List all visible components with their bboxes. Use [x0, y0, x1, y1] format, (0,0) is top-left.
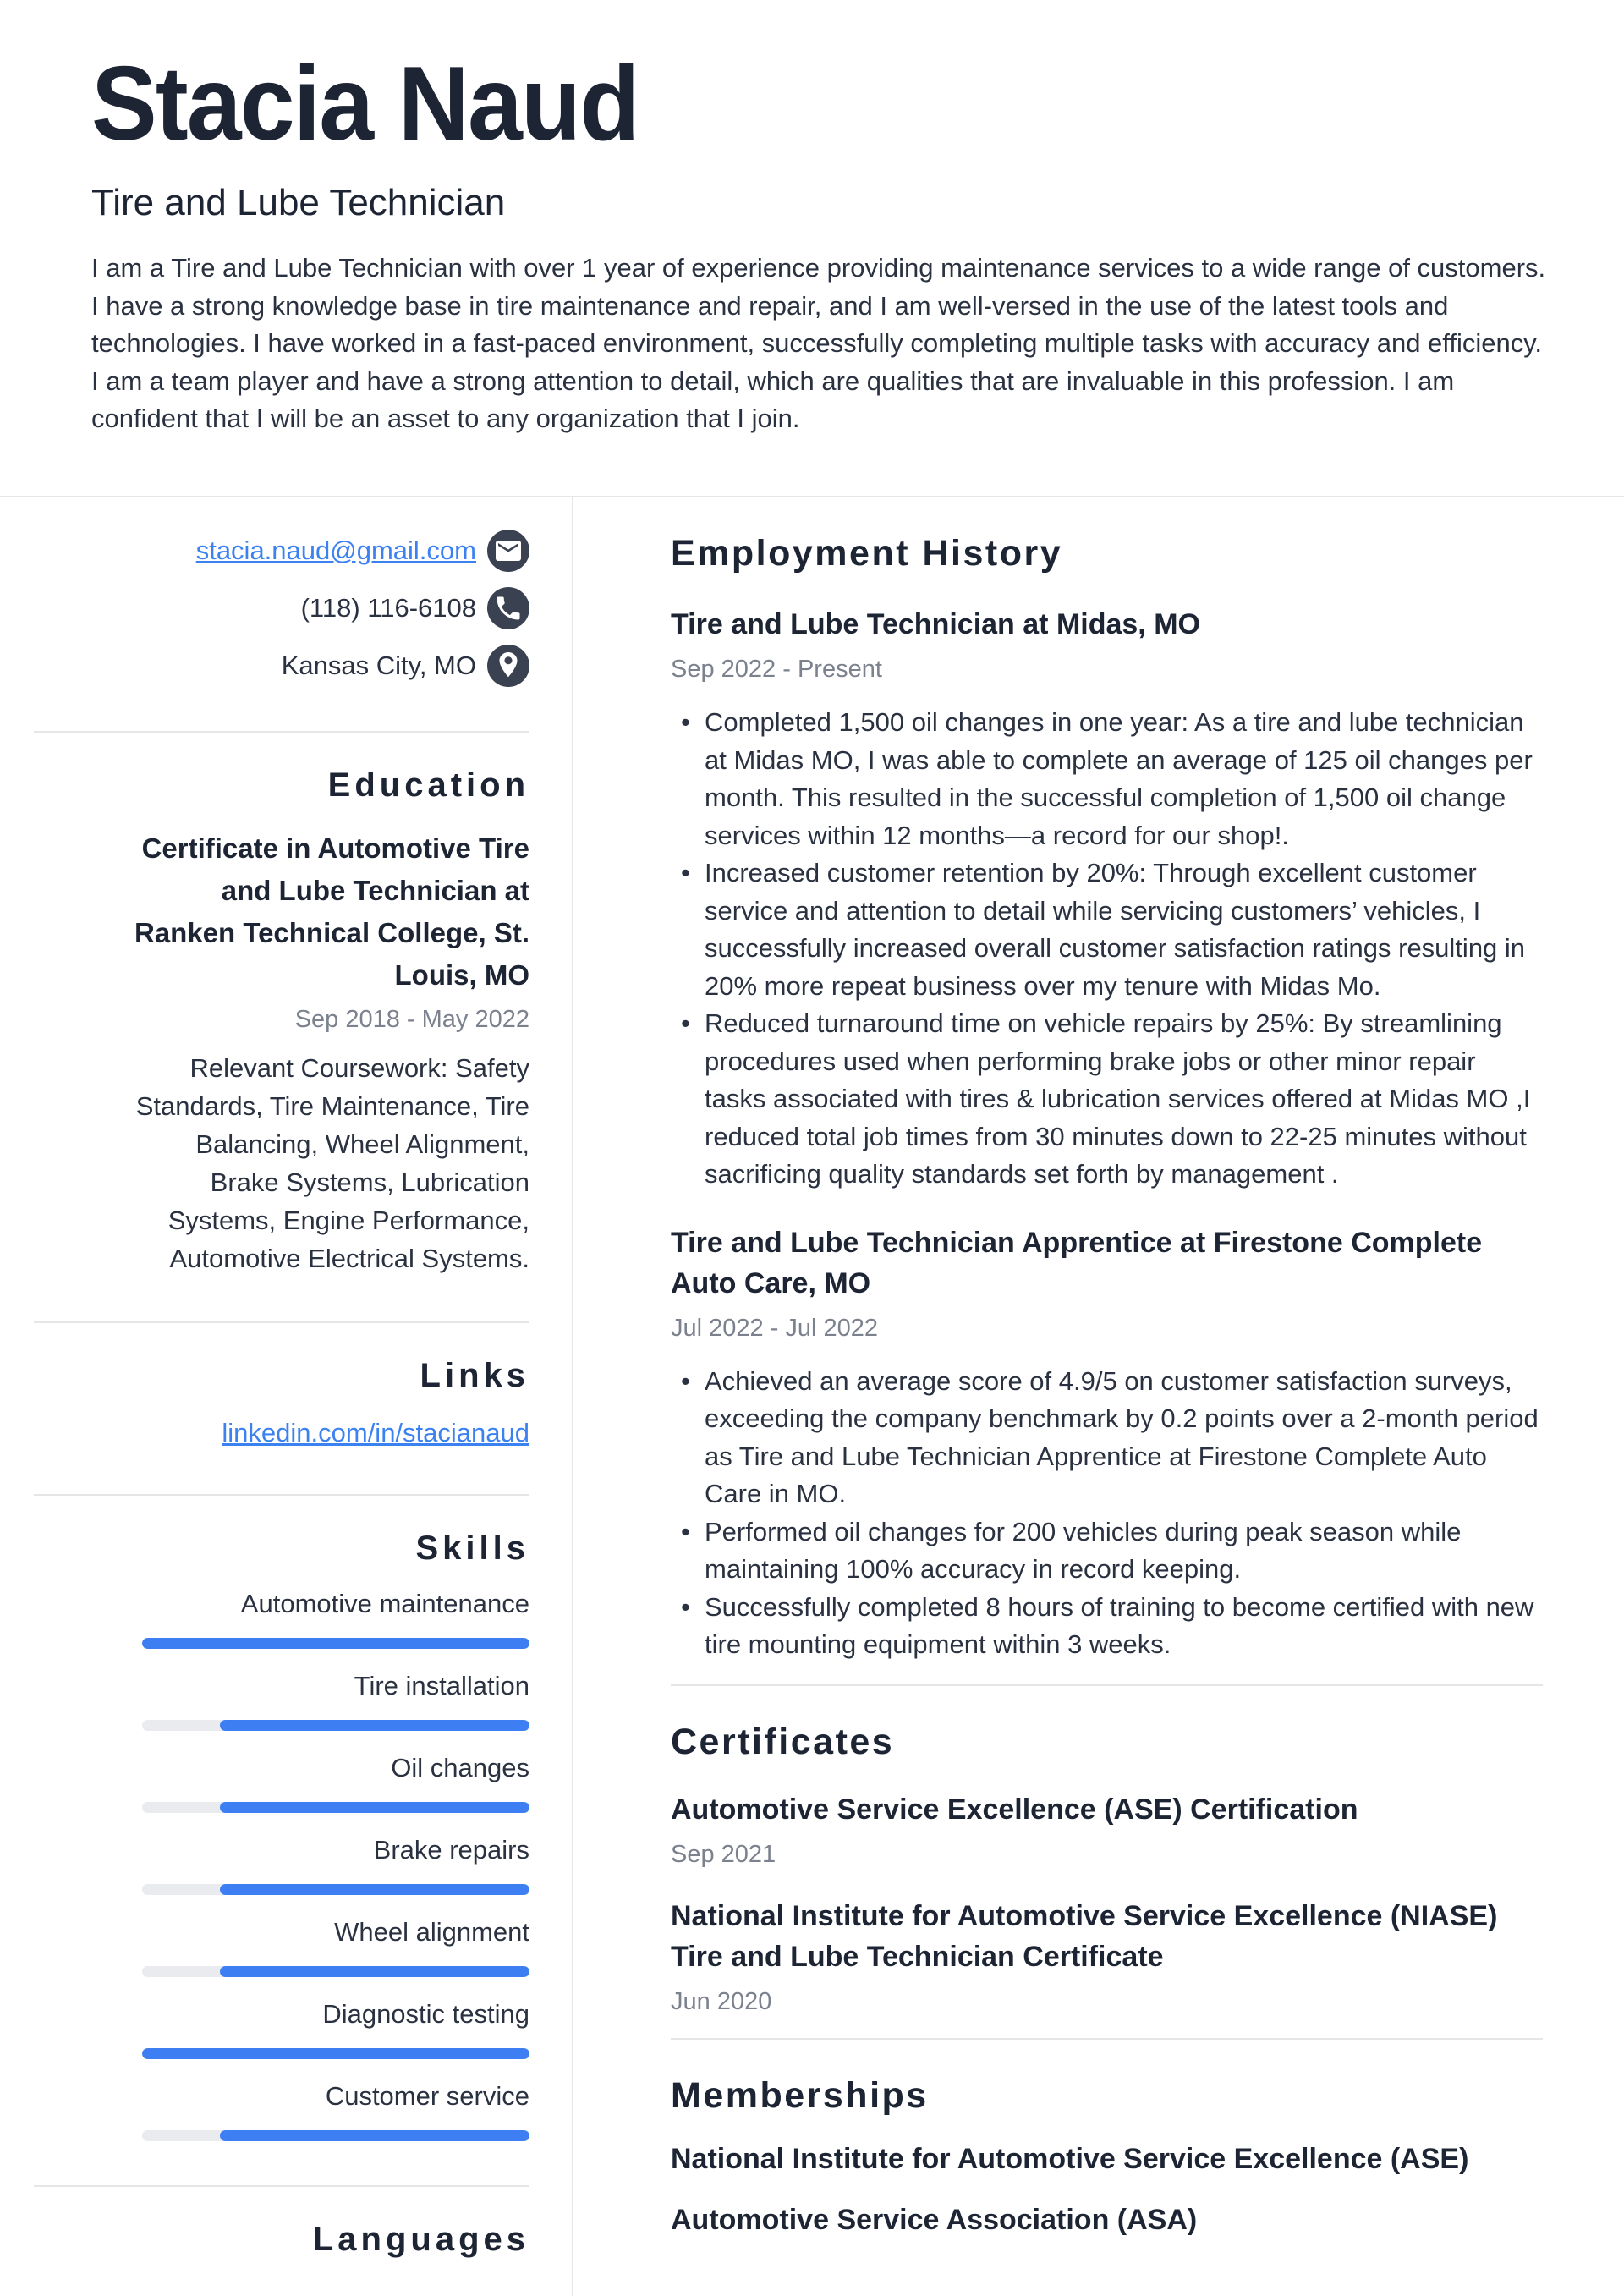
- employment-section: [671, 497, 1543, 1684]
- employment-heading: Employment History: [671, 533, 1063, 574]
- skill-progress-fill: [220, 1802, 529, 1813]
- skill-label: Diagnostic testing: [322, 1999, 529, 2029]
- certificate-entry: [671, 1789, 1543, 1870]
- skill-progress-track: [142, 1720, 529, 1731]
- skill-progress-fill: [142, 2048, 529, 2059]
- content-body: [0, 496, 1624, 2296]
- contact-row-phone: [34, 587, 529, 629]
- skill-item: [34, 1999, 529, 2059]
- skill-progress-track: [142, 2130, 529, 2141]
- linkedin-link[interactable]: linkedin.com/in/stacianaud: [222, 1418, 529, 1447]
- job-bullet: • Completed 1,500 oil changes in one year: As a tire and lube technician at Midas MO, I was able to complete an average of 125 oil changes per month. This resulted in the successful completion of 1,500 oil change services within 12 months—a record for our shop!.: [671, 704, 1543, 854]
- links-heading: Links: [420, 1357, 529, 1394]
- skill-item: [34, 1671, 529, 1731]
- location-text: Kansas City, MO: [281, 651, 476, 680]
- skill-item: [34, 1835, 529, 1895]
- skill-progress-track: [142, 2048, 529, 2059]
- job-bullet: • Reduced turnaround time on vehicle repairs by 25%: By streamlining procedures used when performing brake jobs or other minor repair tasks associated with tires & lubrication services offered at Midas MO ,I reduced total job times from 30 minutes down to 22-25 minutes without sacrificing quality standards set forth by management .: [671, 1005, 1543, 1194]
- skill-progress-track: [142, 1884, 529, 1895]
- skill-label: Wheel alignment: [334, 1917, 529, 1947]
- skills-list: [34, 1589, 529, 2141]
- education-coursework: Relevant Coursework: Safety Standards, Tire Maintenance, Tire Balancing, Wheel Alignment, Brake Systems, Lubrication Systems, Engine Performance, Automotive Electrical Systems.: [135, 1053, 529, 1273]
- contact-row-location: [34, 645, 529, 687]
- skills-section: [34, 1494, 529, 2185]
- skill-item: [34, 2081, 529, 2141]
- certificates-section: [671, 1684, 1543, 2038]
- contact-section: [34, 497, 529, 731]
- skill-progress-fill: [220, 1884, 529, 1895]
- skill-item: [34, 1917, 529, 1977]
- job-title: Tire and Lube Technician Apprentice at Firestone Complete Auto Care, MO: [671, 1226, 1483, 1299]
- memberships-section: [671, 2038, 1543, 2260]
- job-dates: Sep 2022 - Present: [671, 656, 882, 683]
- skill-progress-fill: [142, 1638, 529, 1649]
- certificate-entry: [671, 1896, 1543, 2018]
- jobs-list: [671, 604, 1543, 1664]
- profile-summary: I am a Tire and Lube Technician with over 1 year of experience providing maintenance services to a wide range of customers. I have a strong knowledge base in tire maintenance and repair, and I am well-versed in the use of the latest tools and technologies. I have worked in a fast-paced environment, successfully completing multiple tasks with accuracy and efficiency. I am a team player and have a strong attention to detail, which are qualities that are invaluable in this profession. I am confident that I will be an asset to any organization that I join.: [91, 253, 1546, 434]
- location-pin-icon: [487, 645, 529, 687]
- membership-entry: National Institute for Automotive Service Excellence (ASE): [671, 2142, 1469, 2175]
- skill-progress-fill: [220, 1720, 529, 1731]
- contact-row-email: [34, 530, 529, 572]
- job-bullet: • Achieved an average score of 4.9/5 on customer satisfaction surveys, exceeding the company benchmark by 0.2 points over a 2-month period as Tire and Lube Technician Apprentice at Firestone Complete Auto Care in MO.: [671, 1363, 1543, 1513]
- phone-number: (118) 116-6108: [300, 593, 476, 623]
- languages-heading: Languages: [312, 2221, 529, 2258]
- skill-progress-track: [142, 1802, 529, 1813]
- skill-label: Automotive maintenance: [240, 1589, 529, 1618]
- main-column: [573, 497, 1624, 2296]
- job-bullet: • Performed oil changes for 200 vehicles during peak season while maintaining 100% accuracy in record keeping.: [671, 1513, 1543, 1589]
- phone-icon: [487, 587, 529, 629]
- skill-label: Tire installation: [354, 1671, 529, 1700]
- skill-progress-fill: [220, 2130, 529, 2141]
- header: [0, 0, 1624, 496]
- links-section: [34, 1321, 529, 1494]
- skill-item: [34, 1589, 529, 1649]
- skill-progress-track: [142, 1966, 529, 1977]
- job-bullet-list: [671, 704, 1543, 1194]
- certificates-list: [671, 1789, 1543, 2018]
- education-degree: Certificate in Automotive Tire and Lube Technician at Ranken Technical College, St. Louis, MO: [134, 832, 529, 991]
- job-title: Tire and Lube Technician at Midas, MO: [671, 608, 1200, 640]
- skill-progress-track: [142, 1638, 529, 1649]
- skill-label: Brake repairs: [373, 1835, 529, 1865]
- job-bullet-list: [671, 1363, 1543, 1664]
- job-dates: Jul 2022 - Jul 2022: [671, 1314, 879, 1342]
- person-job-title: Tire and Lube Technician: [91, 181, 506, 223]
- certificates-heading: Certificates: [671, 1721, 895, 1762]
- skill-progress-fill: [220, 1966, 529, 1977]
- email-icon[interactable]: [487, 530, 529, 572]
- languages-section: [34, 2185, 529, 2296]
- sidebar: [0, 497, 573, 2296]
- person-name: Stacia Naud: [91, 46, 639, 162]
- certificate-title: Automotive Service Excellence (ASE) Certification: [671, 1793, 1358, 1826]
- certificate-date: Jun 2020: [671, 1987, 772, 2015]
- skills-heading: Skills: [415, 1530, 529, 1567]
- memberships-heading: Memberships: [671, 2074, 929, 2116]
- job-entry: [671, 604, 1543, 1194]
- membership-entry: Automotive Service Association (ASA): [671, 2203, 1198, 2236]
- skill-label: Customer service: [325, 2081, 529, 2111]
- job-bullet: • Successfully completed 8 hours of training to become certified with new tire mounting equipment within 3 weeks.: [671, 1589, 1543, 1664]
- skill-item: [34, 1753, 529, 1813]
- certificate-title: National Institute for Automotive Service Excellence (NIASE) Tire and Lube Technician Certificate: [671, 1899, 1498, 1973]
- education-section: [34, 731, 529, 1321]
- job-entry: [671, 1222, 1543, 1664]
- certificate-date: Sep 2021: [671, 1840, 776, 1868]
- education-heading: Education: [327, 766, 529, 804]
- skill-label: Oil changes: [391, 1753, 529, 1782]
- email-link[interactable]: stacia.naud@gmail.com: [195, 536, 476, 565]
- job-bullet: • Increased customer retention by 20%: Through excellent customer service and attention to detail while servicing customers’ vehicles, I successfully increased overall customer satisfaction ratings resulting in 20% more repeat business over my tenure with Midas Mo.: [671, 854, 1543, 1005]
- education-dates: Sep 2018 - May 2022: [294, 1006, 529, 1033]
- memberships-list: [671, 2139, 1543, 2239]
